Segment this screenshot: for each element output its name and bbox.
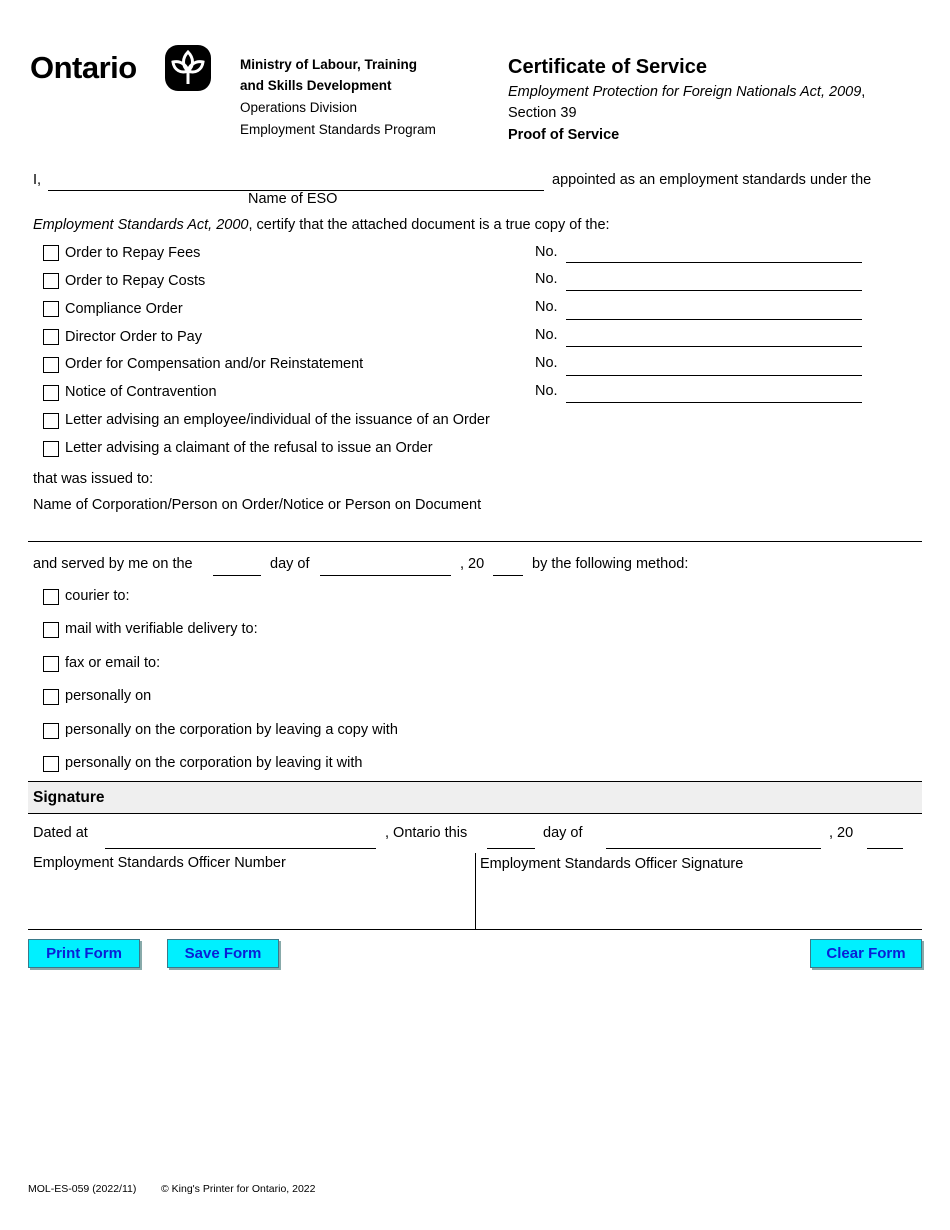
checkbox-letter-refusal[interactable] [43, 441, 59, 457]
checkbox-personally[interactable] [43, 689, 59, 705]
served-year-prefix: , 20 [460, 556, 485, 572]
issued-to-label: that was issued to: [33, 471, 154, 487]
served-text: and served by me on the [33, 556, 193, 572]
ministry-line1: Ministry of Labour, Training [240, 57, 418, 72]
document-label: Letter advising an employee/individual of the issuance of an Order [65, 412, 490, 428]
corporation-name-label: Name of Corporation/Person on Order/Notice or Person on Document [33, 497, 482, 513]
act-comma: , [861, 84, 866, 100]
appointed-text: appointed as an employment standards under the [552, 172, 872, 188]
signature-heading: Signature [33, 789, 105, 806]
certify-text: , certify that the attached document is a true copy of the: [248, 217, 610, 233]
officer-signature-input[interactable] [476, 878, 922, 928]
ministry-line2: and Skills Development [240, 78, 392, 93]
signed-month-input[interactable] [606, 848, 821, 849]
method-label: courier to: [65, 588, 130, 604]
act-reference [508, 84, 865, 100]
corporation-name-input[interactable] [28, 541, 922, 542]
officer-number-input[interactable] [28, 878, 474, 928]
checkbox-corporation-copy[interactable] [43, 723, 59, 739]
document-label: Notice of Contravention [65, 384, 217, 400]
document-label: Order to Repay Fees [65, 245, 201, 261]
checkbox-director-order-pay[interactable] [43, 329, 59, 345]
form-id: MOL-ES-059 (2022/11) [28, 1183, 137, 1195]
order-number-input[interactable] [566, 402, 862, 403]
signed-year-input[interactable] [867, 848, 903, 849]
save-form-button[interactable]: Save Form [167, 939, 279, 968]
method-label: personally on the corporation by leaving a copy with [65, 722, 398, 738]
signature-bar [28, 781, 922, 814]
checkbox-fax-email[interactable] [43, 656, 59, 672]
order-number-input[interactable] [566, 319, 862, 320]
subtitle: Proof of Service [508, 127, 620, 143]
no-label: No. [535, 299, 558, 315]
name-caption: Name of ESO [248, 191, 338, 207]
checkbox-order-compensation[interactable] [43, 357, 59, 373]
copyright: © King's Printer for Ontario, 2022 [161, 1183, 316, 1195]
document-label: Compliance Order [65, 301, 183, 317]
served-month-input[interactable] [320, 575, 451, 576]
checkbox-notice-contravention[interactable] [43, 385, 59, 401]
method-label: personally on [65, 688, 152, 704]
method-label: personally on the corporation by leaving it with [65, 755, 363, 771]
order-number-input[interactable] [566, 346, 862, 347]
no-label: No. [535, 271, 558, 287]
sig-day-of: day of [543, 825, 583, 841]
ontario-logo-text: Ontario [30, 50, 137, 85]
order-number-input[interactable] [566, 290, 862, 291]
esa-act-name: Employment Standards Act, 2000 [33, 217, 249, 233]
ontario-this-label: , Ontario this [385, 825, 468, 841]
served-day-input[interactable] [213, 575, 261, 576]
document-label: Director Order to Pay [65, 329, 202, 345]
i-label: I, [33, 172, 42, 188]
signed-day-input[interactable] [487, 848, 535, 849]
checkbox-compliance-order[interactable] [43, 301, 59, 317]
dated-at-label: Dated at [33, 825, 88, 841]
order-number-input[interactable] [566, 262, 862, 263]
checkbox-order-repay-costs[interactable] [43, 273, 59, 289]
served-day-of: day of [270, 556, 310, 572]
certify-sentence [33, 217, 610, 233]
document-label: Order for Compensation and/or Reinstatement [65, 356, 364, 372]
no-label: No. [535, 244, 558, 260]
section-ref: Section 39 [508, 105, 577, 121]
served-year-input[interactable] [493, 575, 523, 576]
checkbox-mail[interactable] [43, 622, 59, 638]
program: Employment Standards Program [240, 122, 436, 137]
document-label: Order to Repay Costs [65, 273, 206, 289]
trillium-logo-icon [164, 44, 212, 92]
print-form-button[interactable]: Print Form [28, 939, 140, 968]
method-label: mail with verifiable delivery to: [65, 621, 258, 637]
method-text: by the following method: [532, 556, 689, 572]
checkbox-letter-issuance[interactable] [43, 413, 59, 429]
checkbox-corporation-leaving[interactable] [43, 756, 59, 772]
page-title: Certificate of Service [508, 56, 707, 78]
checkbox-courier[interactable] [43, 589, 59, 605]
order-number-input[interactable] [566, 375, 862, 376]
method-label: fax or email to: [65, 655, 161, 671]
clear-form-button[interactable]: Clear Form [810, 939, 922, 968]
sig-year-prefix: , 20 [829, 825, 854, 841]
officer-signature-label: Employment Standards Officer Signature [480, 856, 744, 872]
act-name: Employment Protection for Foreign Nationals Act, 2009 [508, 84, 862, 100]
dated-at-input[interactable] [105, 848, 376, 849]
no-label: No. [535, 327, 558, 343]
no-label: No. [535, 355, 558, 371]
no-label: No. [535, 383, 558, 399]
document-label: Letter advising a claimant of the refusal to issue an Order [65, 440, 433, 456]
officer-number-label: Employment Standards Officer Number [33, 855, 286, 871]
signature-bottom-rule [28, 929, 922, 930]
checkbox-order-repay-fees[interactable] [43, 245, 59, 261]
division: Operations Division [240, 100, 358, 115]
